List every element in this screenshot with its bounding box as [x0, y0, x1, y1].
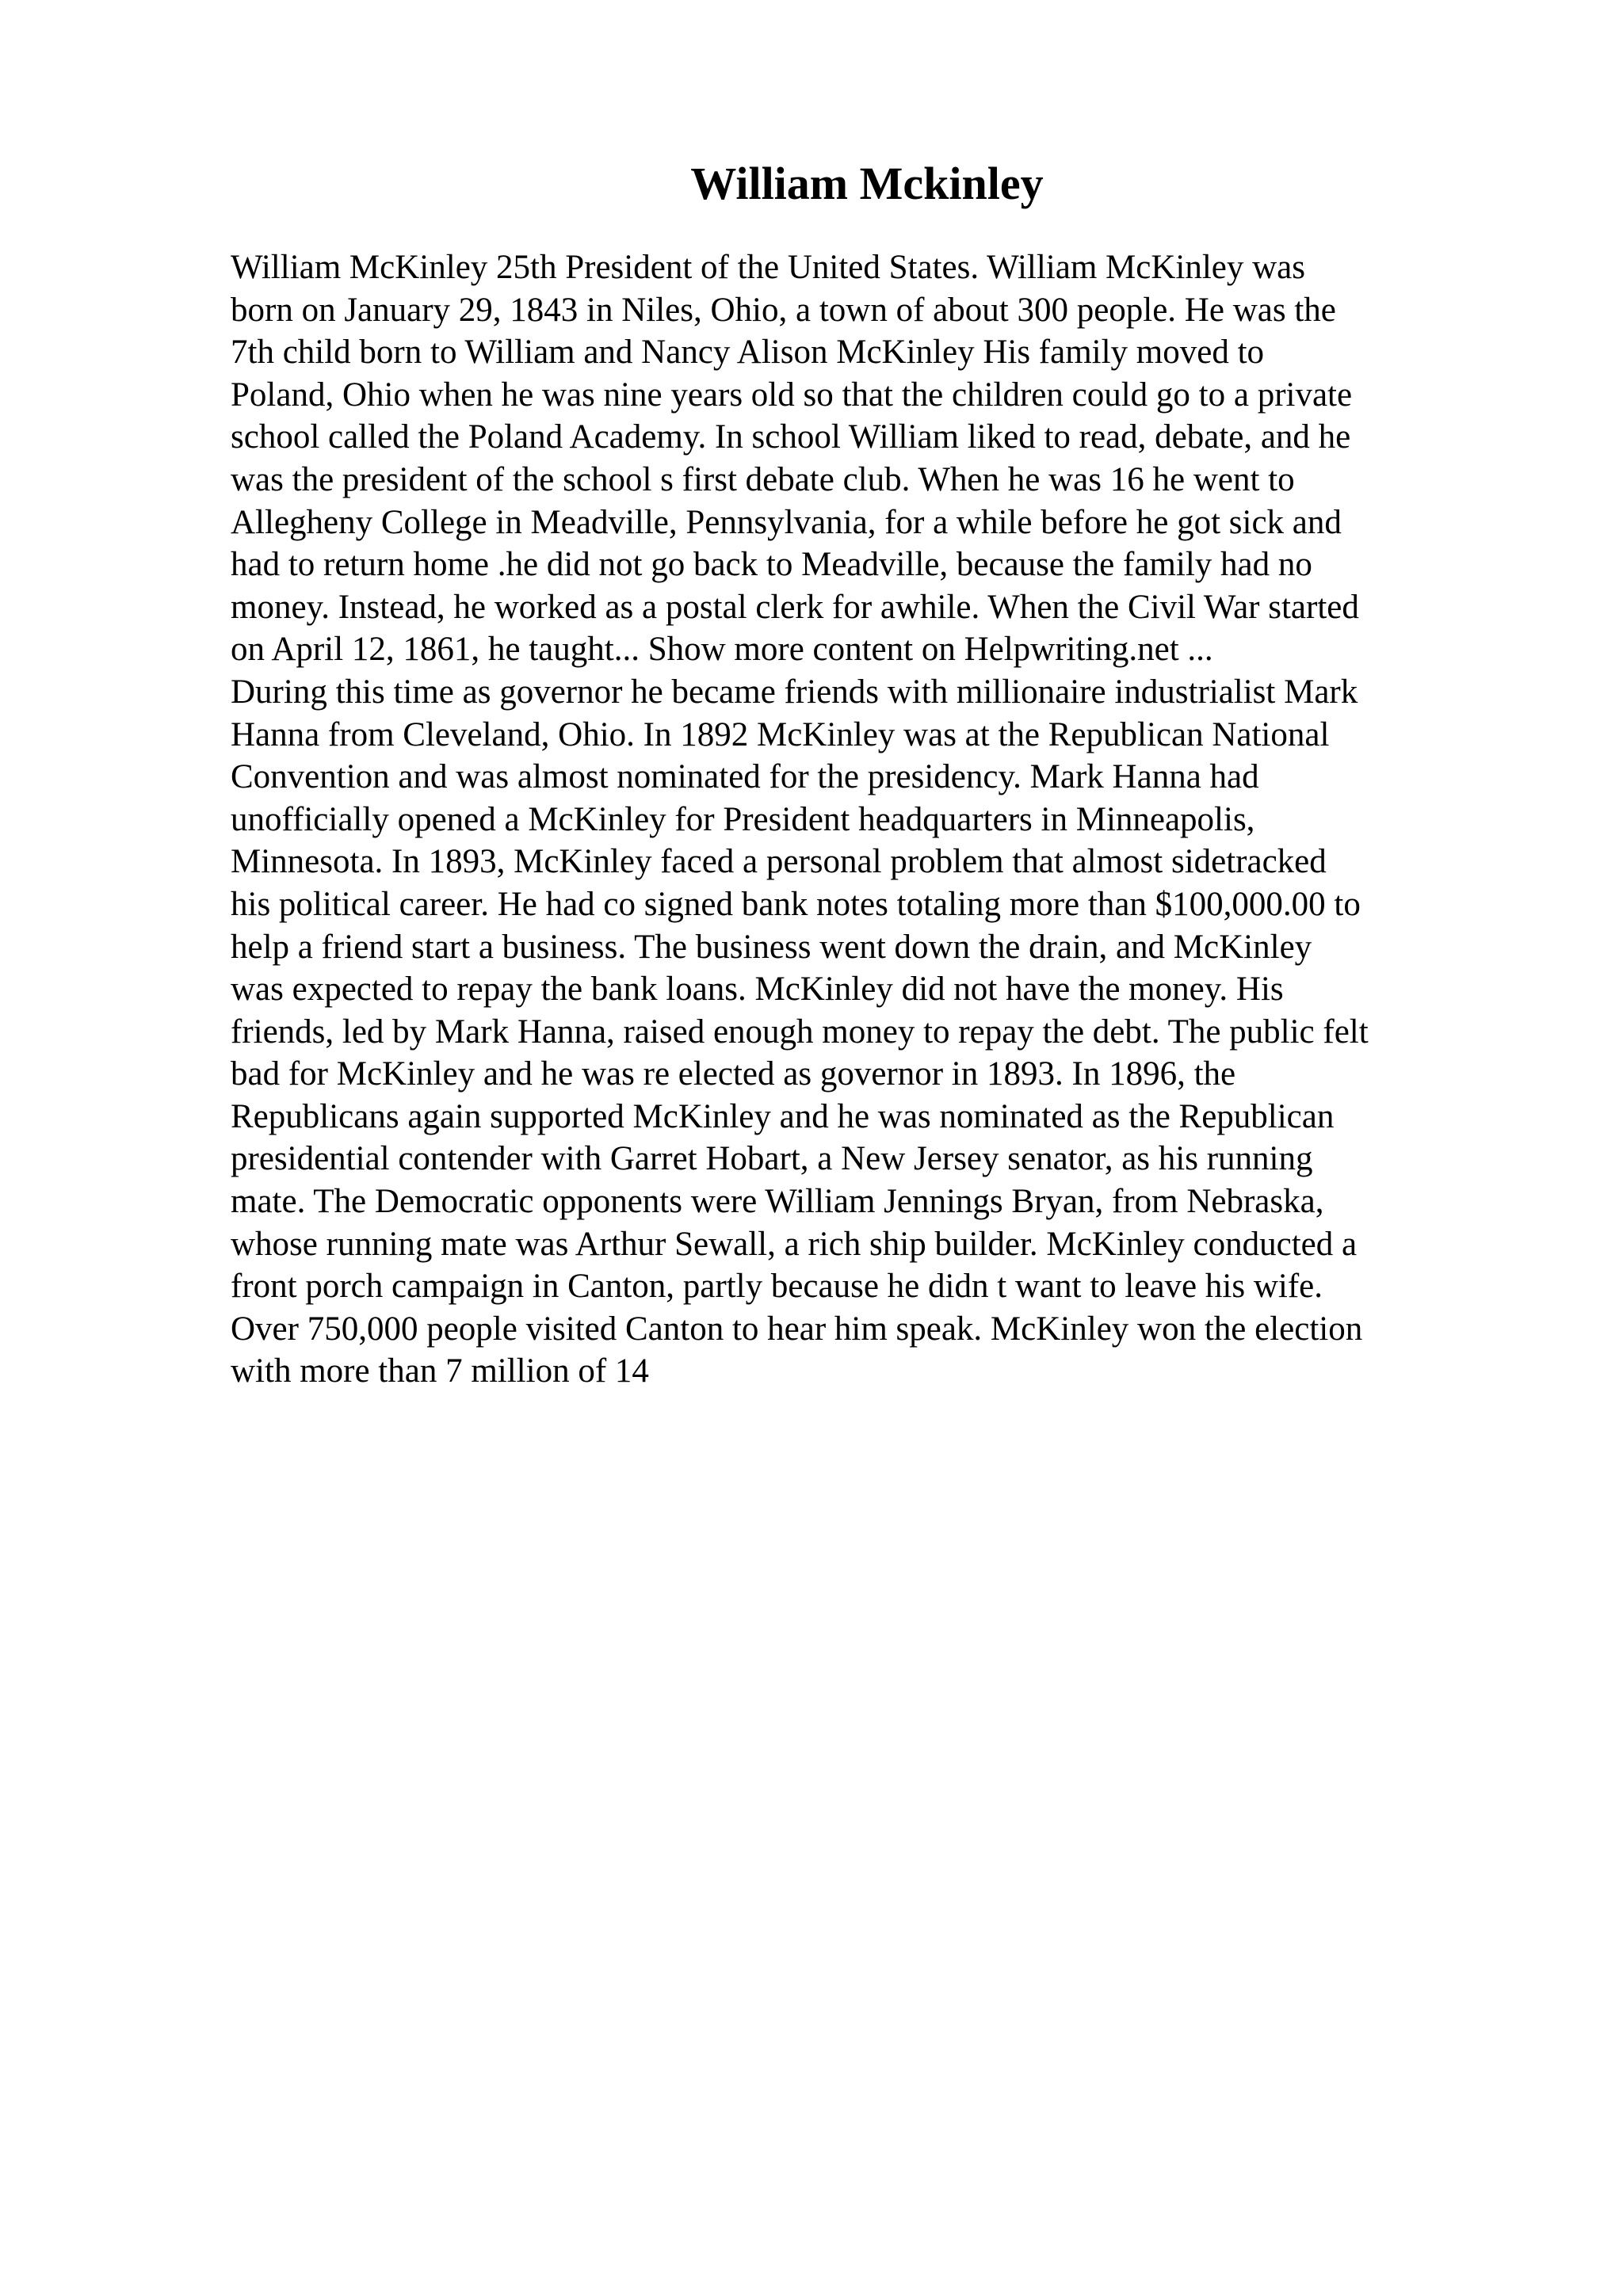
- body-line: money. Instead, he worked as a postal clerk for awhile. When the Civil War started: [231, 588, 1359, 626]
- body-line: William McKinley 25th President of the United States. William McKinley was: [231, 249, 1305, 286]
- body-line: 7th child born to William and Nancy Alison McKinley His family moved to: [231, 334, 1265, 372]
- body-line: Allegheny College in Meadville, Pennsylvania, for a while before he got sick and: [231, 503, 1342, 541]
- body-line: front porch campaign in Canton, partly because he didn t want to leave his wife.: [231, 1268, 1323, 1306]
- body-line: Minnesota. In 1893, McKinley faced a personal problem that almost sidetracked: [231, 843, 1327, 881]
- body-line: help a friend start a business. The business went down the drain, and McKinley: [231, 928, 1312, 966]
- document-body: [231, 246, 1483, 1393]
- body-line: born on January 29, 1843 in Niles, Ohio, a town of about 300 people. He was the: [231, 291, 1336, 329]
- body-line: mate. The Democratic opponents were William Jennings Bryan, from Nebraska,: [231, 1183, 1324, 1221]
- body-line: Convention and was almost nominated for the presidency. Mark Hanna had: [231, 758, 1259, 796]
- body-line: was expected to repay the bank loans. McKinley did not have the money. His: [231, 971, 1284, 1009]
- body-line: presidential contender with Garret Hobart, a New Jersey senator, as his running: [231, 1140, 1313, 1178]
- body-line: school called the Poland Academy. In school William liked to read, debate, and he: [231, 418, 1351, 456]
- body-line: had to return home .he did not go back to Meadville, because the family had no: [231, 546, 1312, 584]
- body-line: unofficially opened a McKinley for President headquarters in Minneapolis,: [231, 800, 1255, 838]
- body-line: Over 750,000 people visited Canton to hear him speak. McKinley won the election: [231, 1310, 1363, 1348]
- body-line: Republicans again supported McKinley and he was nominated as the Republican: [231, 1097, 1335, 1135]
- body-line: was the president of the school s first debate club. When he was 16 he went to: [231, 460, 1295, 498]
- body-line: During this time as governor he became friends with millionaire industrialist Mark: [231, 673, 1358, 711]
- body-line: his political career. He had co signed bank notes totaling more than $100,000.00 to: [231, 885, 1361, 923]
- document-title: William Mckinley: [690, 158, 1044, 209]
- body-line: whose running mate was Arthur Sewall, a rich ship builder. McKinley conducted a: [231, 1225, 1358, 1263]
- body-line: Hanna from Cleveland, Ohio. In 1892 McKinley was at the Republican National: [231, 715, 1330, 753]
- body-line: on April 12, 1861, he taught... Show more content on Helpwriting.net ...: [231, 631, 1213, 669]
- body-line: friends, led by Mark Hanna, raised enough money to repay the debt. The public felt: [231, 1013, 1369, 1051]
- body-line: bad for McKinley and he was re elected as governor in 1893. In 1896, the: [231, 1055, 1236, 1093]
- body-line: Poland, Ohio when he was nine years old so that the children could go to a private: [231, 376, 1353, 414]
- body-line: with more than 7 million of 14: [231, 1352, 649, 1390]
